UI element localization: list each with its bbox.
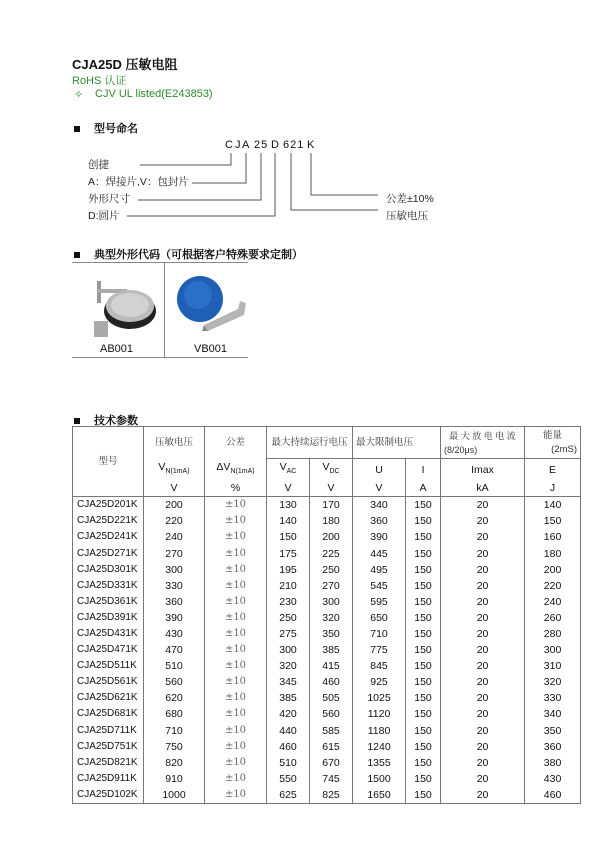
cell-vdc: 350: [310, 626, 353, 642]
shapes-heading: [74, 246, 303, 262]
cell-vdc: 505: [310, 690, 353, 706]
cell-energy: 300: [525, 642, 581, 658]
cell-model: CJA25D301K: [73, 562, 144, 578]
ul-listing: CJV UL listed(E243853): [95, 88, 213, 100]
energy-cond: (2mS): [551, 443, 578, 455]
shapes-heading-text: 典型外形代码（可根据客户特殊要求定制）: [94, 249, 303, 261]
th-u-unit: V: [353, 480, 406, 497]
cell-imax: 20: [441, 610, 525, 626]
cell-model: CJA25D221K: [73, 513, 144, 529]
cell-vac: 320: [267, 658, 310, 674]
cell-u: 1180: [353, 723, 406, 739]
cell-tolerance: ±10: [205, 562, 267, 578]
cell-u: 390: [353, 529, 406, 545]
cell-vdc: 250: [310, 562, 353, 578]
cell-i: 150: [406, 787, 441, 804]
label-tolerance: 公差±10%: [386, 193, 434, 205]
cell-vac: 420: [267, 706, 310, 722]
vb001-image: [176, 273, 248, 333]
label-size: 外形尺寸: [88, 193, 130, 205]
cell-energy: 330: [525, 690, 581, 706]
cell-u: 1500: [353, 771, 406, 787]
cell-vn: 200: [144, 497, 205, 514]
th-vn: 压敏电压: [144, 427, 205, 459]
th-imax: Imax: [441, 459, 525, 481]
line-voltage: [291, 153, 378, 210]
code-size: 25: [254, 139, 269, 151]
cell-tolerance: ±10: [205, 513, 267, 529]
cell-i: 150: [406, 578, 441, 594]
table-row: [73, 545, 581, 561]
cell-vn: 680: [144, 706, 205, 722]
cell-model: CJA25D561K: [73, 674, 144, 690]
cell-vac: 300: [267, 642, 310, 658]
cell-i: 150: [406, 594, 441, 610]
tol-sym: ΔV: [216, 460, 231, 473]
cell-i: 150: [406, 610, 441, 626]
cell-i: 150: [406, 513, 441, 529]
cell-tolerance: ±10: [205, 771, 267, 787]
cell-u: 710: [353, 626, 406, 642]
specs-table: [72, 426, 581, 804]
cell-imax: 20: [441, 642, 525, 658]
cell-vac: 130: [267, 497, 310, 514]
th-i-unit: A: [406, 480, 441, 497]
cell-vn: 1000: [144, 787, 205, 804]
cell-energy: 200: [525, 562, 581, 578]
naming-heading-text: 型号命名: [94, 123, 138, 135]
cell-imax: 20: [441, 690, 525, 706]
vn-sub: N(1mA): [165, 467, 190, 475]
energy-title: 能量: [543, 429, 563, 441]
cell-energy: 140: [525, 497, 581, 514]
line-tolerance: [311, 153, 378, 195]
table-row: [73, 529, 581, 545]
cell-vn: 360: [144, 594, 205, 610]
th-u: U: [353, 459, 406, 481]
code-k: K: [307, 139, 316, 151]
cell-energy: 160: [525, 529, 581, 545]
line-brand: [140, 153, 231, 165]
bullet-square-icon: [74, 252, 80, 258]
cell-tolerance: ±10: [205, 674, 267, 690]
cell-vac: 195: [267, 562, 310, 578]
cell-model: CJA25D102K: [73, 787, 144, 804]
cell-i: 150: [406, 497, 441, 514]
th-vac: [267, 459, 310, 481]
table-row: [73, 771, 581, 787]
cell-u: 1355: [353, 755, 406, 771]
ul-bullet-icon: ✧: [74, 89, 84, 101]
th-vdc: [310, 459, 353, 481]
cell-energy: 360: [525, 739, 581, 755]
cell-energy: 380: [525, 755, 581, 771]
cell-energy: 430: [525, 771, 581, 787]
cell-i: 150: [406, 529, 441, 545]
vac-sub: AC: [286, 468, 297, 476]
cell-vdc: 300: [310, 594, 353, 610]
cell-imax: 20: [441, 658, 525, 674]
cell-vdc: 170: [310, 497, 353, 514]
table-row: [73, 674, 581, 690]
table-row: [73, 755, 581, 771]
th-vac-unit: V: [267, 480, 310, 497]
cell-vn: 300: [144, 562, 205, 578]
cell-u: 1120: [353, 706, 406, 722]
th-clamp: 最大限制电压: [353, 427, 441, 459]
cell-energy: 150: [525, 513, 581, 529]
cell-i: 150: [406, 626, 441, 642]
cell-u: 545: [353, 578, 406, 594]
tol-sub: N(1mA): [230, 467, 255, 475]
cell-vac: 385: [267, 690, 310, 706]
cell-energy: 460: [525, 787, 581, 804]
code-a: A: [242, 139, 251, 151]
cell-imax: 20: [441, 529, 525, 545]
cell-vdc: 415: [310, 658, 353, 674]
table-row: [73, 690, 581, 706]
code-voltage: 621: [283, 139, 305, 151]
table-row: [73, 658, 581, 674]
cell-imax: 20: [441, 594, 525, 610]
cell-imax: 20: [441, 497, 525, 514]
cell-tolerance: ±10: [205, 690, 267, 706]
table-row: [73, 706, 581, 722]
th-e: E: [525, 459, 581, 481]
table-row: [73, 513, 581, 529]
specs-table-body: [73, 497, 581, 804]
cell-tolerance: ±10: [205, 723, 267, 739]
table-row: [73, 642, 581, 658]
cell-energy: 280: [525, 626, 581, 642]
cell-u: 445: [353, 545, 406, 561]
cell-vac: 210: [267, 578, 310, 594]
cell-vdc: 385: [310, 642, 353, 658]
cell-u: 845: [353, 658, 406, 674]
cell-imax: 20: [441, 787, 525, 804]
cell-model: CJA25D391K: [73, 610, 144, 626]
cell-u: 1650: [353, 787, 406, 804]
cell-i: 150: [406, 723, 441, 739]
cell-imax: 20: [441, 706, 525, 722]
cell-model: CJA25D681K: [73, 706, 144, 722]
cell-vdc: 615: [310, 739, 353, 755]
rohs-label: RoHS 认证: [72, 75, 127, 87]
cell-vac: 150: [267, 529, 310, 545]
cell-energy: 180: [525, 545, 581, 561]
gallery-divider: [164, 263, 165, 357]
cell-tolerance: ±10: [205, 642, 267, 658]
imax-title: 最 大 放 电 电 流: [449, 430, 516, 441]
cell-energy: 320: [525, 674, 581, 690]
cell-imax: 20: [441, 513, 525, 529]
cell-vac: 460: [267, 739, 310, 755]
cell-model: CJA25D201K: [73, 497, 144, 514]
table-row: [73, 610, 581, 626]
cell-imax: 20: [441, 674, 525, 690]
cell-i: 150: [406, 739, 441, 755]
cell-vac: 275: [267, 626, 310, 642]
th-model: 型号: [73, 427, 144, 497]
cell-vac: 345: [267, 674, 310, 690]
cell-u: 360: [353, 513, 406, 529]
cell-tolerance: ±10: [205, 739, 267, 755]
th-cont: 最大持续运行电压: [267, 427, 353, 459]
cell-i: 150: [406, 690, 441, 706]
cell-u: 925: [353, 674, 406, 690]
cell-energy: 350: [525, 723, 581, 739]
th-tol-unit: %: [205, 480, 267, 497]
cell-vdc: 585: [310, 723, 353, 739]
cell-tolerance: ±10: [205, 594, 267, 610]
cell-i: 150: [406, 706, 441, 722]
cell-vac: 510: [267, 755, 310, 771]
cell-vn: 910: [144, 771, 205, 787]
vac-sym: V: [279, 461, 287, 473]
cell-model: CJA25D361K: [73, 594, 144, 610]
cell-model: CJA25D751K: [73, 739, 144, 755]
cell-vac: 250: [267, 610, 310, 626]
cell-vdc: 320: [310, 610, 353, 626]
cell-vn: 710: [144, 723, 205, 739]
cell-vac: 140: [267, 513, 310, 529]
cell-model: CJA25D621K: [73, 690, 144, 706]
cell-vn: 240: [144, 529, 205, 545]
th-tol: 公差: [205, 427, 267, 459]
cell-energy: 340: [525, 706, 581, 722]
cell-vn: 220: [144, 513, 205, 529]
cell-u: 595: [353, 594, 406, 610]
th-tol-sym: [205, 459, 267, 481]
cell-vn: 270: [144, 545, 205, 561]
cell-tolerance: ±10: [205, 497, 267, 514]
cell-model: CJA25D241K: [73, 529, 144, 545]
cell-vac: 625: [267, 787, 310, 804]
cell-i: 150: [406, 771, 441, 787]
cell-tolerance: ±10: [205, 626, 267, 642]
line-type: [192, 153, 246, 183]
cell-model: CJA25D331K: [73, 578, 144, 594]
cell-vn: 820: [144, 755, 205, 771]
table-row: [73, 723, 581, 739]
cell-u: 1240: [353, 739, 406, 755]
cell-model: CJA25D431K: [73, 626, 144, 642]
table-row: [73, 787, 581, 804]
th-i: I: [406, 459, 441, 481]
cell-vdc: 180: [310, 513, 353, 529]
cell-i: 150: [406, 658, 441, 674]
cell-tolerance: ±10: [205, 610, 267, 626]
shape-code-vb001: VB001: [194, 343, 228, 355]
cell-tolerance: ±10: [205, 706, 267, 722]
th-imax-title: [441, 427, 525, 459]
cell-vn: 560: [144, 674, 205, 690]
table-row: [73, 562, 581, 578]
cell-i: 150: [406, 545, 441, 561]
label-shape: D:圆片: [88, 210, 120, 222]
vn-sym: V: [158, 460, 166, 473]
specs-heading-text: 技术参数: [94, 415, 138, 427]
cell-vdc: 200: [310, 529, 353, 545]
cell-imax: 20: [441, 771, 525, 787]
cell-imax: 20: [441, 739, 525, 755]
vdc-sub: DC: [329, 468, 340, 476]
code-c: C: [225, 139, 234, 151]
cell-energy: 240: [525, 594, 581, 610]
cell-energy: 260: [525, 610, 581, 626]
cell-model: CJA25D511K: [73, 658, 144, 674]
cell-vn: 430: [144, 626, 205, 642]
vdc-sym: V: [322, 461, 330, 473]
ab001-image: [90, 281, 156, 337]
cell-i: 150: [406, 755, 441, 771]
table-row: [73, 594, 581, 610]
code-j: J: [235, 139, 242, 151]
th-energy: [525, 427, 581, 459]
cell-vac: 550: [267, 771, 310, 787]
code-d: D: [271, 139, 280, 151]
shape-code-ab001: AB001: [100, 343, 134, 355]
cell-u: 495: [353, 562, 406, 578]
cell-vn: 620: [144, 690, 205, 706]
cell-imax: 20: [441, 723, 525, 739]
cell-imax: 20: [441, 562, 525, 578]
cell-vdc: 825: [310, 787, 353, 804]
cell-tolerance: ±10: [205, 529, 267, 545]
cell-imax: 20: [441, 755, 525, 771]
cell-vdc: 560: [310, 706, 353, 722]
label-type: A：焊接片,V：包封片: [88, 176, 189, 188]
cell-model: CJA25D821K: [73, 755, 144, 771]
cell-vn: 330: [144, 578, 205, 594]
table-row: [73, 739, 581, 755]
table-row: [73, 626, 581, 642]
cell-model: CJA25D911K: [73, 771, 144, 787]
cell-vdc: 460: [310, 674, 353, 690]
cell-vn: 750: [144, 739, 205, 755]
th-imax-unit: kA: [441, 480, 525, 497]
cell-i: 150: [406, 642, 441, 658]
cell-tolerance: ±10: [205, 755, 267, 771]
cell-i: 150: [406, 674, 441, 690]
cell-vdc: 745: [310, 771, 353, 787]
cell-model: CJA25D271K: [73, 545, 144, 561]
cell-vdc: 670: [310, 755, 353, 771]
table-row: [73, 578, 581, 594]
cell-tolerance: ±10: [205, 787, 267, 804]
th-vn-sym: [144, 459, 205, 481]
cell-tolerance: ±10: [205, 578, 267, 594]
cell-model: CJA25D471K: [73, 642, 144, 658]
cell-model: CJA25D711K: [73, 723, 144, 739]
cell-energy: 310: [525, 658, 581, 674]
cell-tolerance: ±10: [205, 545, 267, 561]
cell-vac: 440: [267, 723, 310, 739]
cell-imax: 20: [441, 545, 525, 561]
cell-imax: 20: [441, 578, 525, 594]
page-title: CJA25D 压敏电阻: [72, 57, 178, 72]
cell-u: 775: [353, 642, 406, 658]
th-vn-unit: V: [144, 480, 205, 497]
cell-u: 340: [353, 497, 406, 514]
cell-energy: 220: [525, 578, 581, 594]
table-row: [73, 497, 581, 514]
cell-i: 150: [406, 562, 441, 578]
cell-imax: 20: [441, 626, 525, 642]
cell-vn: 510: [144, 658, 205, 674]
cell-vn: 390: [144, 610, 205, 626]
cell-vac: 230: [267, 594, 310, 610]
th-e-unit: J: [525, 480, 581, 497]
cell-tolerance: ±10: [205, 658, 267, 674]
cell-u: 650: [353, 610, 406, 626]
label-brand: 创捷: [88, 159, 109, 171]
cell-vdc: 270: [310, 578, 353, 594]
th-vdc-unit: V: [310, 480, 353, 497]
cell-vn: 470: [144, 642, 205, 658]
cell-u: 1025: [353, 690, 406, 706]
cell-vdc: 225: [310, 545, 353, 561]
label-voltage: 压敏电压: [386, 210, 428, 222]
shape-gallery: [72, 262, 248, 358]
imax-cond: (8/20μs): [444, 444, 478, 455]
bullet-square-icon: [74, 418, 80, 424]
cell-vac: 175: [267, 545, 310, 561]
